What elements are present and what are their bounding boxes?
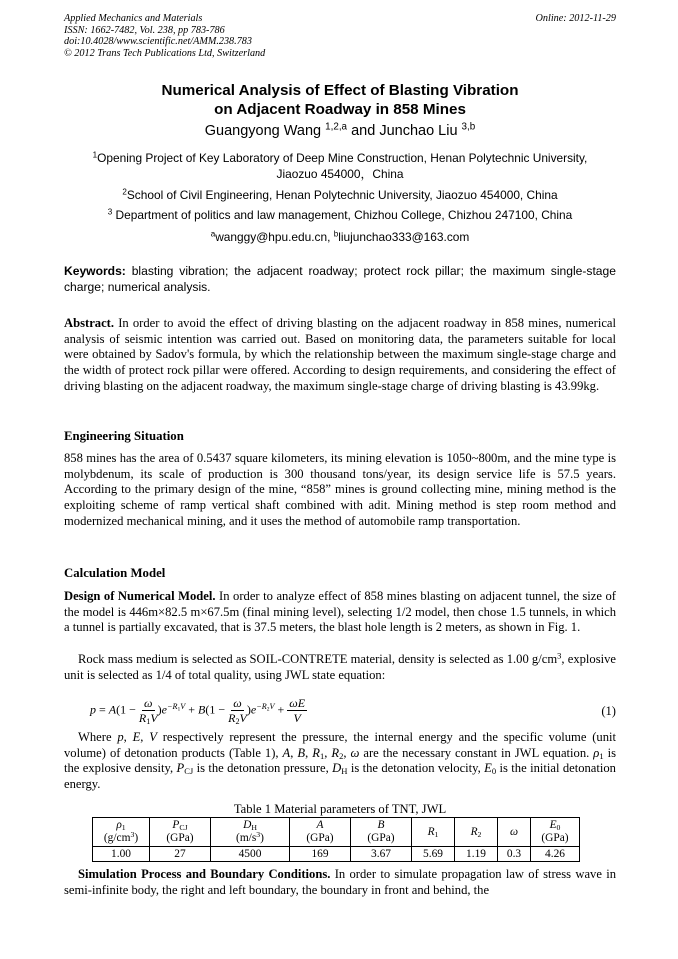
design-text: In order to analyze effect of 858 mines blasting on adjacent tunnel, the size of the model is 446m×82.5 m×67.5m (final mining level), selecting 1/2 model, then chose 1.5 tunnels, in which a tunnel is partially excavated, that is 37.5 meters, the blast hole length is 2 meters, as shown in Fig. 1. [64,589,616,635]
paper-title [64,82,616,119]
jwl-equation [64,696,616,732]
where-t7: is the initial detonation energy. [64,761,616,792]
hdr-rho-unit-sup: 3 [130,829,135,839]
rock-mass-sup: 3 [557,650,562,661]
design-of-numerical-model-paragraph [64,589,616,636]
where-c3: , [290,745,298,760]
where-c2: , [140,730,150,744]
where-E0-sub: 0 [491,766,497,777]
eq-frac3-den: V [293,711,301,725]
eq-exp-1 [167,702,185,711]
where-A: A [282,745,291,760]
table-header-b [351,818,412,847]
keywords-text: blasting vibration; the adjacent roadway; protect rock pillar; the maximum single-stage charge; numerical analysis. [64,264,616,294]
abstract-text: In order to avoid the effect of driving blasting on the adjacent roadway in 858 mines, numerical analysis of seismic intention was carried out. Based on monitoring data, the parameters suitable for local were obtained by Sadov's formula, by which the relationship between the maximum single-stage charge and the width of protect rock pillar were offered. According to design requirements, and considering the effect of driving blasting on the adjacent roadway, the maximum single-stage charge of driving blasting is 43.99kg. [64,316,616,393]
title-line-2: on Adjacent Roadway in 858 Mines [214,100,466,118]
hdr-rho-sub: 1 [121,822,126,832]
where-rho-sub: 1 [599,750,604,761]
title-line-1: Numerical Analysis of Effect of Blasting Vibration [161,82,519,99]
author-1-affil: 1,2,a [325,121,348,133]
eq-exp1-sub: 1 [177,706,181,713]
hdr-a-unit: (GPa) [306,832,334,844]
eq-e-2: e [250,702,257,717]
hdr-dh-sub: H [251,822,257,832]
where-t2: respectively represent the pressure, the internal energy and the specific volume (unit volume) of detonation products (Table 1), [64,730,616,760]
eq-frac2-sub: 2 [235,717,240,727]
hdr-e0-sym: E [549,819,557,831]
simulation-paragraph [64,867,616,898]
where-P: P [176,761,185,776]
hdr-r1-sym: R [427,825,435,838]
eq-exp2-V: V [269,701,275,711]
equation-body [90,696,307,725]
eq-frac1-den [139,711,158,725]
hdr-pcj-sym: P [172,819,180,831]
affiliation-1-marker: 1 [92,150,98,160]
copyright-line: © 2012 Trans Tech Publications Ltd, Switzerland [64,47,266,59]
keywords [64,264,616,295]
eq-fraction-1 [139,696,158,725]
rock-mass-paragraph [64,652,616,683]
affiliation-1-line-1: Opening Project of Key Laboratory of Deep Mine Construction, Henan Polytechnic University, [97,151,588,165]
where-c6: , [343,745,351,760]
table-header-a [290,818,351,847]
hdr-r2-sub: 2 [477,829,482,839]
affiliation-1 [64,151,616,183]
where-rho: ρ [593,745,600,760]
eq-frac2-R: R [228,711,236,725]
hdr-pcj-sub: CJ [179,822,188,832]
table-cell-dh: 4500 [211,847,290,862]
eq-open-2: (1 − [205,702,226,717]
email-b-marker: b [333,229,339,239]
hdr-dh-unit-sup: 3 [256,829,261,839]
where-t4: is the explosive density, [64,745,617,776]
email-b: liujunchao333@163.com [338,230,470,244]
eq-exp2-R: −R [256,701,267,711]
hdr-dh-sym: D [243,819,252,831]
where-R1: R [312,745,320,760]
abstract-label: Abstract. [64,316,115,330]
where-p: p [117,730,124,744]
table-header-pcj [150,818,211,847]
eq-exp1-V: V [180,701,186,711]
eq-open-1: (1 − [116,702,136,717]
issn-line: ISSN: 1662-7482, Vol. 238, pp 783-786 [64,24,225,36]
affiliation-1-line-2: Jiaozuo 454000，China [276,166,404,181]
design-label: Design of Numerical Model. [64,589,216,603]
where-c4: , [305,745,313,760]
section-heading-engineering-situation: Engineering Situation [64,429,184,443]
email-a-marker: a [210,229,216,239]
eq-plus-1: + [185,702,199,717]
author-2-affil: 3,b [461,121,476,133]
section-engineering-situation-text: 858 mines has the area of 0.5437 square kilometers, its mining elevation is 1050~800m, and the mine type is molybdenum, its scale of production is 300 thousand tons/year, its design service life is 57.5 years. According to the primary design of the mine, “858” mines is ground collecting mine, mining method is the exploiting scheme of ramp vertical shaft combined with adit. Mining method is step room method and modernized mechanical mining, and it uses the method of automobile ramp transportation. [64,451,616,528]
affiliation-3-marker: 3 [107,207,113,217]
eq-frac1-R: R [138,711,147,725]
rock-mass-text-b: , explosive unit is selected as 1/4 of total quality, using JWL state equation: [64,652,616,682]
eq-equals: = [96,702,109,717]
affiliation-2 [64,188,616,204]
simulation-text: In order to simulate propagation law of stress wave in semi-infinite body, the right and left boundary, the boundary in front and behind, the [64,867,616,897]
eq-close-2: ) [246,702,251,717]
table-cell-r2: 1.19 [455,847,498,862]
email-a: wanggy@hpu.edu.cn, [215,230,334,244]
rock-mass-text-a: Rock mass medium is selected as SOIL-CONTRETE material, density is selected as 1.00 g/cm [78,652,558,666]
table-header-r1 [412,818,455,847]
where-B: B [297,745,306,760]
table-cell-r1: 5.69 [412,847,455,862]
table-caption: Table 1 Material parameters of TNT, JWL [233,802,447,816]
hdr-omega-sym: ω [509,825,519,838]
eq-exp2-sub: 2 [266,706,270,713]
eq-p: p [90,702,96,717]
authors-and: and [351,123,376,139]
eq-fraction-3 [287,696,307,725]
table-cell-a: 169 [290,847,351,862]
where-P-sub: CJ [184,766,194,777]
table-header-e0 [531,818,580,847]
abstract [64,316,616,395]
journal-name: Applied Mechanics and Materials [64,13,203,24]
hdr-pcj-unit: (GPa) [166,832,194,844]
where-V: V [149,730,157,744]
doi-line: doi:10.4028/www.scientific.net/AMM.238.783 [64,36,252,47]
table-header-dh [211,818,290,847]
hdr-rho-unit: (g/cm [103,832,131,844]
eq-fraction-2 [228,696,247,725]
table-cell-pcj: 27 [150,847,211,862]
material-parameters-table [92,817,580,862]
table-header-row [93,818,580,847]
table-cell-rho: 1.00 [93,847,150,862]
eq-e-1: e [161,702,167,717]
hdr-r1-sub: 1 [434,829,439,839]
where-D: D [332,761,342,776]
where-E: E [132,730,141,744]
eq-A: A [108,702,117,717]
eq-frac1-V: V [150,711,158,725]
table-cell-e0: 4.26 [531,847,580,862]
table-header-omega [498,818,531,847]
where-R2-sub: 2 [339,750,344,761]
table-cell-omega: 0.3 [498,847,531,862]
hdr-dh-unit-end: ) [260,832,264,844]
eq-exp-2 [256,702,274,711]
eq-B: B [198,702,206,717]
where-c5: , [324,745,332,760]
eq-frac2-den [228,711,247,725]
table-header-rho [93,818,150,847]
where-omega: ω [350,745,360,760]
keywords-label: Keywords: [64,264,126,278]
hdr-rho-unit-end: ) [134,832,139,844]
where-D-sub: H [341,766,348,777]
simulation-label: Simulation Process and Boundary Conditions. [78,867,331,881]
hdr-a-sym: A [316,819,324,831]
where-R2: R [331,745,340,760]
author-1: Guangyong Wang [204,123,322,139]
table-row [93,847,580,862]
author-2: Junchao Liu [379,123,458,139]
hdr-e0-sub: 0 [556,822,561,832]
affiliation-3-text: Department of politics and law management, Chizhou College, Chizhou 247100, China [112,208,573,222]
equation-number: (1) [601,704,616,718]
hdr-b-sym: B [377,819,385,831]
eq-plus-2: + [274,702,288,717]
where-R1-sub: 1 [319,750,325,761]
eq-frac3-num: ωE [289,696,306,710]
where-t3: are the necessary constant in JWL equation. [359,745,594,760]
table-cell-b: 3.67 [351,847,412,862]
affiliation-2-marker: 2 [122,187,127,197]
eq-frac2-V: V [239,711,247,725]
where-t5: is the detonation pressure, [193,761,333,776]
eq-close-1: ) [157,702,162,717]
where-paragraph [64,730,616,793]
authors [64,123,616,139]
hdr-e0-unit: (GPa) [541,832,569,844]
affiliation-3 [64,208,616,224]
hdr-rho-sym: ρ [116,819,122,831]
hdr-b-unit: (GPa) [367,832,395,844]
eq-exp1-R: −R [166,701,178,711]
where-c1: , [123,730,133,744]
table-header-r2 [455,818,498,847]
where-t1: Where [78,730,118,744]
author-emails [64,230,616,246]
journal-header [64,13,616,59]
affiliation-2-text: School of Civil Engineering, Henan Polytechnic University, Jiaozuo 454000, China [126,188,558,202]
hdr-dh-unit: (m/s [236,832,257,844]
section-heading-calculation-model: Calculation Model [64,566,166,580]
online-date: Online: 2012-11-29 [535,13,616,24]
eq-frac1-sub: 1 [146,717,151,727]
eq-frac1-num: ω [144,696,153,710]
eq-frac2-num: ω [233,696,242,710]
where-E0: E [484,761,492,776]
where-t6: is the detonation velocity, [347,761,485,776]
hdr-r2-sym: R [470,825,478,838]
